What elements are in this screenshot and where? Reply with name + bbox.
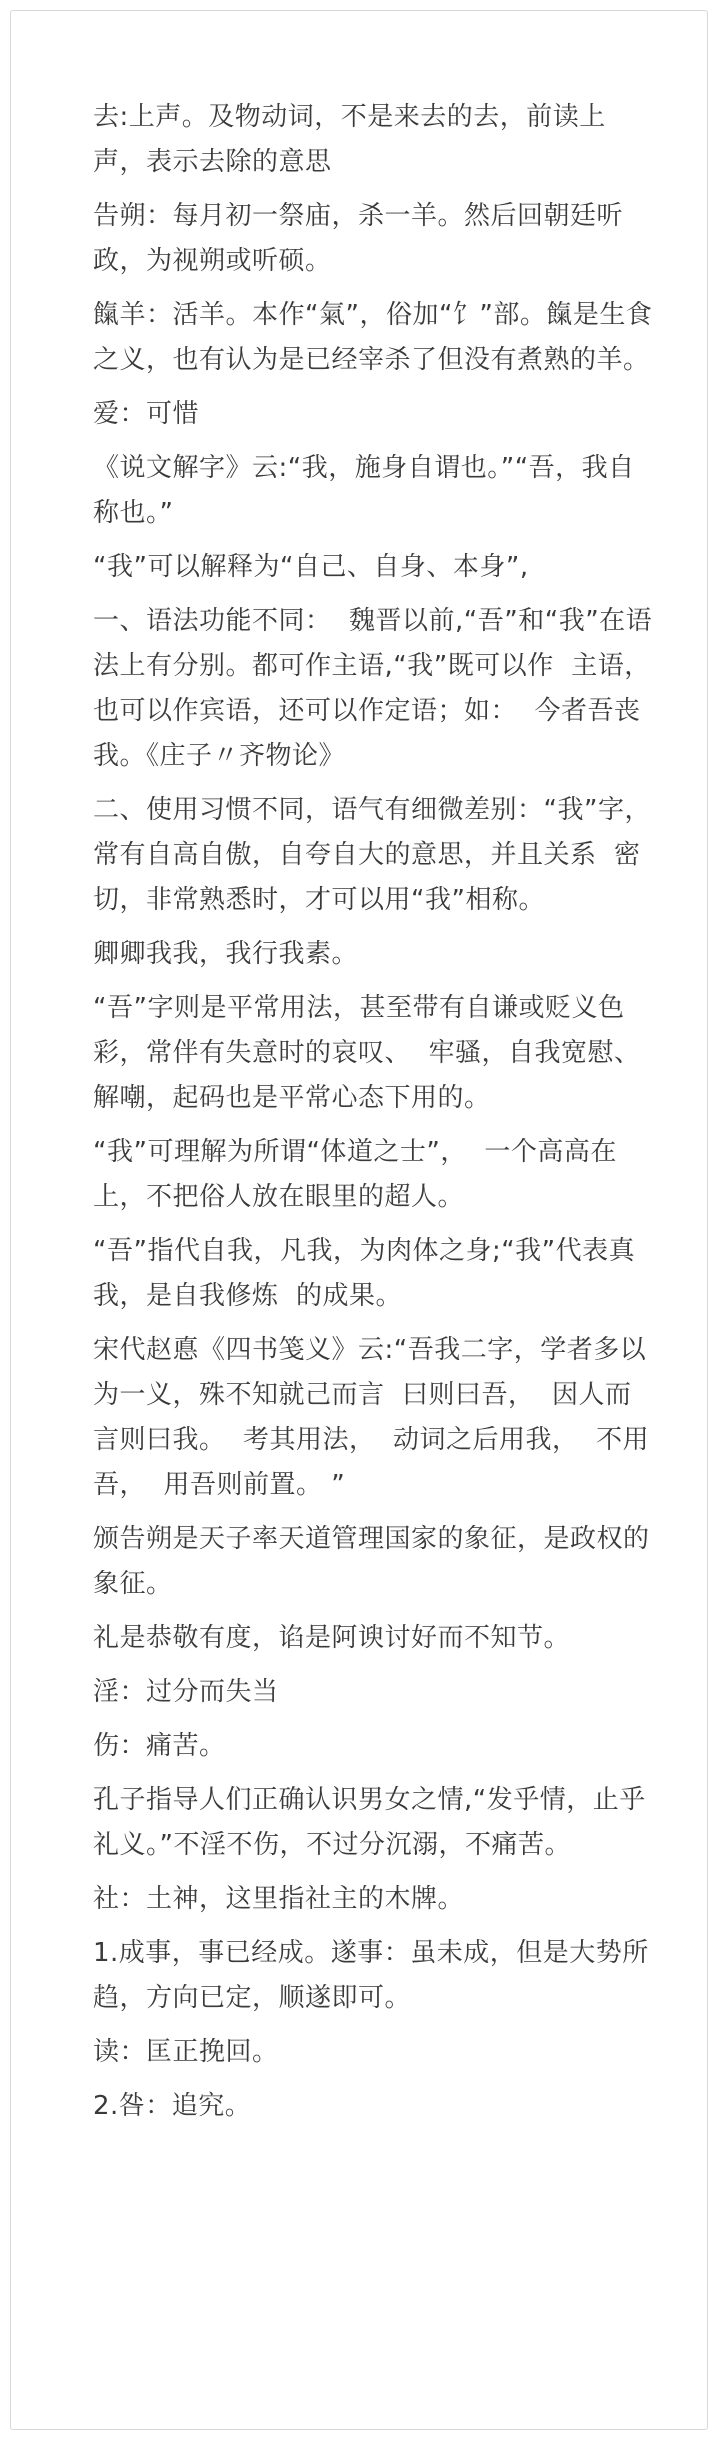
paragraph-du: 读：匡正挽回。 [93,2037,279,2067]
paragraph-wu-usage: “吾”字则是平常用法，甚至带有自谦或贬义色彩，常伴有失意时的哀叹、 牢骚，自我宽慰、解嘲，起码也是平常心态下用的。 [93,993,641,1113]
paragraph-zhao-quote: 宋代赵悳《四书笺义》云:“吾我二字，学者多以为一义，殊不知就己而言 曰则曰吾， 因人而言则曰我。 考其用法， 动词之后用我， 不用吾， 用吾则前置。 ” [93,1335,650,1500]
paragraph-wo-tidao: “我”可理解为所谓“体道之士”， 一个高高在上，不把俗人放在眼里的超人。 [93,1137,617,1212]
paragraph-yin: 淫：过分而失当 [93,1677,279,1707]
paragraph-shang: 伤：痛苦。 [93,1731,226,1761]
paragraph-chengshi: 1.成事，事已经成。遂事：虽未成，但是大势所趋，方向已定，顺遂即可。 [93,1938,649,2013]
paragraph-qu: 去:上声。及物动词，不是来去的去，前读上声，表示去除的意思 [93,102,606,177]
paragraph-gaoshuo: 告朔：每月初一祭庙，杀一羊。然后回朝廷听政，为视朔或听硕。 [93,201,624,276]
paragraph-qingqing-wowo: 卿卿我我，我行我素。 [93,939,359,969]
paragraph-ai: 爱：可惜 [93,399,200,429]
paragraph-confucius-love: 孔子指导人们正确认识男女之情,“发乎情，止乎礼义。”不淫不伤，不过分沉溺，不痛苦。 [93,1785,646,1860]
article-body [93,95,653,2138]
paragraph-grammar-difference: 一、语法功能不同： 魏晋以前,“吾”和“我”在语法上有分别。都可作主语,“我”既可以作 主语，也可以作宾语，还可以作定语；如： 今者吾丧我。《庄子〃齐物论》 [93,606,653,771]
paragraph-xiyang: 餼羊：活羊。本作“氣”，俗加“饣”部。餼是生食之义，也有认为是已经宰杀了但没有煮熟的羊。 [93,300,653,375]
article-card [10,10,708,2430]
paragraph-wu-self: “吾”指代自我，凡我，为肉体之身;“我”代表真我，是自我修炼 的成果。 [93,1236,636,1311]
paragraph-shuowen-quote: 《说文解字》云:“我，施身自谓也。”“吾，我自称也。” [93,453,635,528]
paragraph-wo-meaning: “我”可以解释为“自己、自身、本身”, [93,552,529,582]
paragraph-she: 社：土神，这里指社主的木牌。 [93,1884,465,1914]
paragraph-usage-difference: 二、使用习惯不同，语气有细微差别：“我”字，常有自高自傲，自夸自大的意思，并且关系 密切，非常熟悉时，才可以用“我”相称。 [93,795,651,915]
paragraph-bangaoshuo: 颁告朔是天子率天道管理国家的象征，是政权的象征。 [93,1524,650,1599]
paragraph-li-chan: 礼是恭敬有度，谄是阿谀讨好而不知节。 [93,1623,571,1653]
paragraph-jiu: 2.咎：追究。 [93,2091,252,2121]
